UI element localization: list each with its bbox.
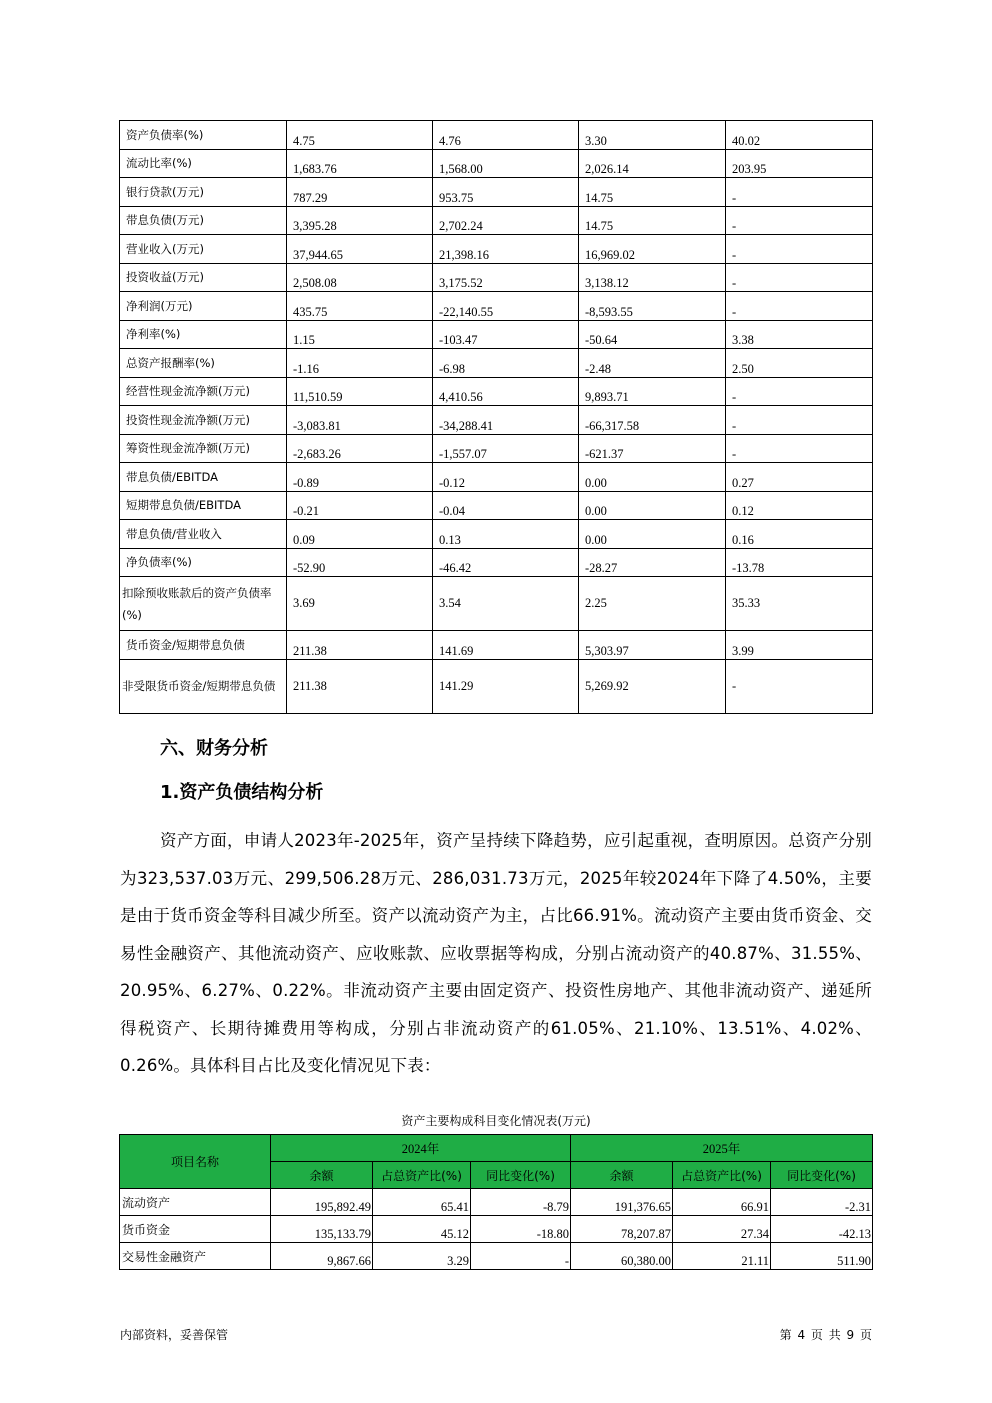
metrics-row [120, 577, 873, 631]
metric-value: 37,944.65 [287, 235, 433, 264]
asset-value: 3.29 [373, 1243, 471, 1270]
metric-value: 40.02 [726, 121, 873, 150]
metric-value: -0.04 [433, 491, 579, 520]
metric-value: 1,683.76 [287, 149, 433, 178]
metrics-row [120, 320, 873, 349]
metric-label: 短期带息负债/EBITDA [120, 491, 287, 520]
metric-label: 投资收益(万元) [120, 263, 287, 292]
metrics-row [120, 178, 873, 207]
asset-item-name: 流动资产 [120, 1189, 271, 1216]
header-share: 占总资产比(%) [673, 1162, 771, 1189]
metric-value: 435.75 [287, 292, 433, 321]
table-caption: 资产主要构成科目变化情况表(万元) [401, 1114, 591, 1128]
asset-item-name: 货币资金 [120, 1216, 271, 1243]
header-item-name: 项目名称 [120, 1135, 271, 1189]
asset-value: 511.90 [771, 1243, 873, 1270]
metric-label: 带息负债/营业收入 [120, 520, 287, 549]
asset-value: 195,892.49 [271, 1189, 373, 1216]
asset-row [120, 1189, 873, 1216]
metrics-row [120, 631, 873, 660]
metric-value: 3.54 [433, 577, 579, 631]
header-balance: 余额 [571, 1162, 673, 1189]
section-heading: 六、财务分析 [160, 738, 268, 759]
metric-value: -50.64 [579, 320, 726, 349]
metric-value: -46.42 [433, 548, 579, 577]
metric-value: 3,138.12 [579, 263, 726, 292]
metric-value: - [726, 235, 873, 264]
metric-value: 141.29 [433, 659, 579, 713]
metric-value: 2,508.08 [287, 263, 433, 292]
asset-value: 78,207.87 [571, 1216, 673, 1243]
metric-value: -13.78 [726, 548, 873, 577]
metric-value: 953.75 [433, 178, 579, 207]
metric-value: 211.38 [287, 631, 433, 660]
metric-value: - [726, 178, 873, 207]
metric-value: -0.89 [287, 463, 433, 492]
asset-value: 45.12 [373, 1216, 471, 1243]
metric-label: 流动比率(%) [120, 149, 287, 178]
metric-value: 787.29 [287, 178, 433, 207]
asset-value: 27.34 [673, 1216, 771, 1243]
metric-value: 203.95 [726, 149, 873, 178]
metrics-row [120, 491, 873, 520]
asset-value: 191,376.65 [571, 1189, 673, 1216]
metrics-row [120, 235, 873, 264]
header-year-2024: 2024年 [271, 1135, 571, 1162]
asset-row [120, 1216, 873, 1243]
metric-value: -1.16 [287, 349, 433, 378]
metrics-row [120, 659, 873, 713]
metric-value: 14.75 [579, 178, 726, 207]
metrics-row [120, 548, 873, 577]
footer-confidential: 内部资料，妥善保管 [120, 1328, 229, 1342]
financial-metrics-table [119, 120, 873, 714]
header-yoy: 同比变化(%) [771, 1162, 873, 1189]
metric-value: -3,083.81 [287, 406, 433, 435]
analysis-paragraph: 资产方面，申请人2023年-2025年，资产呈持续下降趋势，应引起重视，查明原因。总资产分别为323,537.03万元、299,506.28万元、286,031.73万元，2025年较2024年下降了4.50%，主要是由于货币资金等科目减少所至。资产以流动资产为主，占比66.91%。流动资产主要由货币资金、交易性金融资产、其他流动资产、应收账款、应收票据等构成，分别占流动资产的40.87%、31.55%、20.95%、6.27%、0.22%。非流动资产主要由固定资产、投资性房地产、其他非流动资产、递延所得税资产、长期待摊费用等构成，分别占非流动资产的61.05%、21.10%、13.51%、4.02%、0.26%。具体科目占比及变化情况见下表： [120, 831, 872, 1075]
metric-value: 211.38 [287, 659, 433, 713]
footer-page-number: 第 4 页 共 9 页 [779, 1328, 872, 1342]
metrics-row [120, 121, 873, 150]
metric-label: 营业收入(万元) [120, 235, 287, 264]
metric-label: 净负债率(%) [120, 548, 287, 577]
metric-label: 带息负债/EBITDA [120, 463, 287, 492]
metric-label: 净利润(万元) [120, 292, 287, 321]
metric-value: 5,303.97 [579, 631, 726, 660]
asset-row [120, 1243, 873, 1270]
metric-value: 3,395.28 [287, 206, 433, 235]
asset-value: - [471, 1243, 571, 1270]
metric-value: 0.27 [726, 463, 873, 492]
metrics-row [120, 463, 873, 492]
metric-value: 3.38 [726, 320, 873, 349]
metric-value: -6.98 [433, 349, 579, 378]
metric-label: 净利率(%) [120, 320, 287, 349]
asset-value: 65.41 [373, 1189, 471, 1216]
asset-value: 21.11 [673, 1243, 771, 1270]
metric-value: -28.27 [579, 548, 726, 577]
metric-value: 4.76 [433, 121, 579, 150]
header-balance: 余额 [271, 1162, 373, 1189]
metric-value: 3.69 [287, 577, 433, 631]
metric-value: 141.69 [433, 631, 579, 660]
asset-value: 60,380.00 [571, 1243, 673, 1270]
asset-composition-table [119, 1134, 873, 1270]
metric-value: 11,510.59 [287, 377, 433, 406]
header-yoy: 同比变化(%) [471, 1162, 571, 1189]
metric-label: 货币资金/短期带息负债 [120, 631, 287, 660]
metric-value: - [726, 659, 873, 713]
metric-value: 0.00 [579, 520, 726, 549]
metrics-row [120, 263, 873, 292]
asset-value: 9,867.66 [271, 1243, 373, 1270]
metric-value: 3,175.52 [433, 263, 579, 292]
metric-value: 4.75 [287, 121, 433, 150]
asset-value: 135,133.79 [271, 1216, 373, 1243]
metric-value: 2,026.14 [579, 149, 726, 178]
metric-value: -2.48 [579, 349, 726, 378]
metrics-row [120, 292, 873, 321]
metric-value: - [726, 263, 873, 292]
metric-value: -621.37 [579, 434, 726, 463]
asset-value: -42.13 [771, 1216, 873, 1243]
metric-value: 3.99 [726, 631, 873, 660]
metric-label: 总资产报酬率(%) [120, 349, 287, 378]
header-year-2025: 2025年 [571, 1135, 873, 1162]
metrics-row [120, 520, 873, 549]
metric-value: - [726, 434, 873, 463]
metric-value: 2,702.24 [433, 206, 579, 235]
metric-value: 0.00 [579, 463, 726, 492]
metric-value: - [726, 206, 873, 235]
metrics-row [120, 206, 873, 235]
metric-value: 9,893.71 [579, 377, 726, 406]
metric-value: - [726, 292, 873, 321]
metric-value: -34,288.41 [433, 406, 579, 435]
metrics-row [120, 377, 873, 406]
metric-value: 5,269.92 [579, 659, 726, 713]
metric-value: 0.09 [287, 520, 433, 549]
metric-value: 1.15 [287, 320, 433, 349]
metric-value: 16,969.02 [579, 235, 726, 264]
metric-value: -22,140.55 [433, 292, 579, 321]
asset-value: 66.91 [673, 1189, 771, 1216]
asset-value: -2.31 [771, 1189, 873, 1216]
metric-label: 资产负债率(%) [120, 121, 287, 150]
metric-label: 银行贷款(万元) [120, 178, 287, 207]
metric-label: 非受限货币资金/短期带息负债 [120, 659, 287, 713]
metrics-row [120, 349, 873, 378]
header-share: 占总资产比(%) [373, 1162, 471, 1189]
metric-value: - [726, 377, 873, 406]
subsection-heading: 1.资产负债结构分析 [160, 782, 324, 803]
metric-label: 带息负债(万元) [120, 206, 287, 235]
metric-label: 经营性现金流净额(万元) [120, 377, 287, 406]
metric-value: 0.16 [726, 520, 873, 549]
metric-value: 21,398.16 [433, 235, 579, 264]
metric-label: 投资性现金流净额(万元) [120, 406, 287, 435]
metric-value: 0.00 [579, 491, 726, 520]
metric-value: -52.90 [287, 548, 433, 577]
metrics-row [120, 434, 873, 463]
asset-value: -8.79 [471, 1189, 571, 1216]
asset-value: -18.80 [471, 1216, 571, 1243]
metric-value: 2.50 [726, 349, 873, 378]
metric-value: 3.30 [579, 121, 726, 150]
metric-value: 14.75 [579, 206, 726, 235]
metric-value: 2.25 [579, 577, 726, 631]
metric-value: -0.21 [287, 491, 433, 520]
metric-value: - [726, 406, 873, 435]
metric-value: -0.12 [433, 463, 579, 492]
metric-value: 1,568.00 [433, 149, 579, 178]
metric-value: -2,683.26 [287, 434, 433, 463]
metric-value: -8,593.55 [579, 292, 726, 321]
metric-value: 0.13 [433, 520, 579, 549]
metric-value: -1,557.07 [433, 434, 579, 463]
metrics-row [120, 149, 873, 178]
metric-label: 筹资性现金流净额(万元) [120, 434, 287, 463]
metric-value: 35.33 [726, 577, 873, 631]
metric-value: -66,317.58 [579, 406, 726, 435]
metric-value: 4,410.56 [433, 377, 579, 406]
asset-item-name: 交易性金融资产 [120, 1243, 271, 1270]
metric-value: -103.47 [433, 320, 579, 349]
metrics-row [120, 406, 873, 435]
metric-label: 扣除预收账款后的资产负债率(%) [120, 577, 287, 631]
metric-value: 0.12 [726, 491, 873, 520]
